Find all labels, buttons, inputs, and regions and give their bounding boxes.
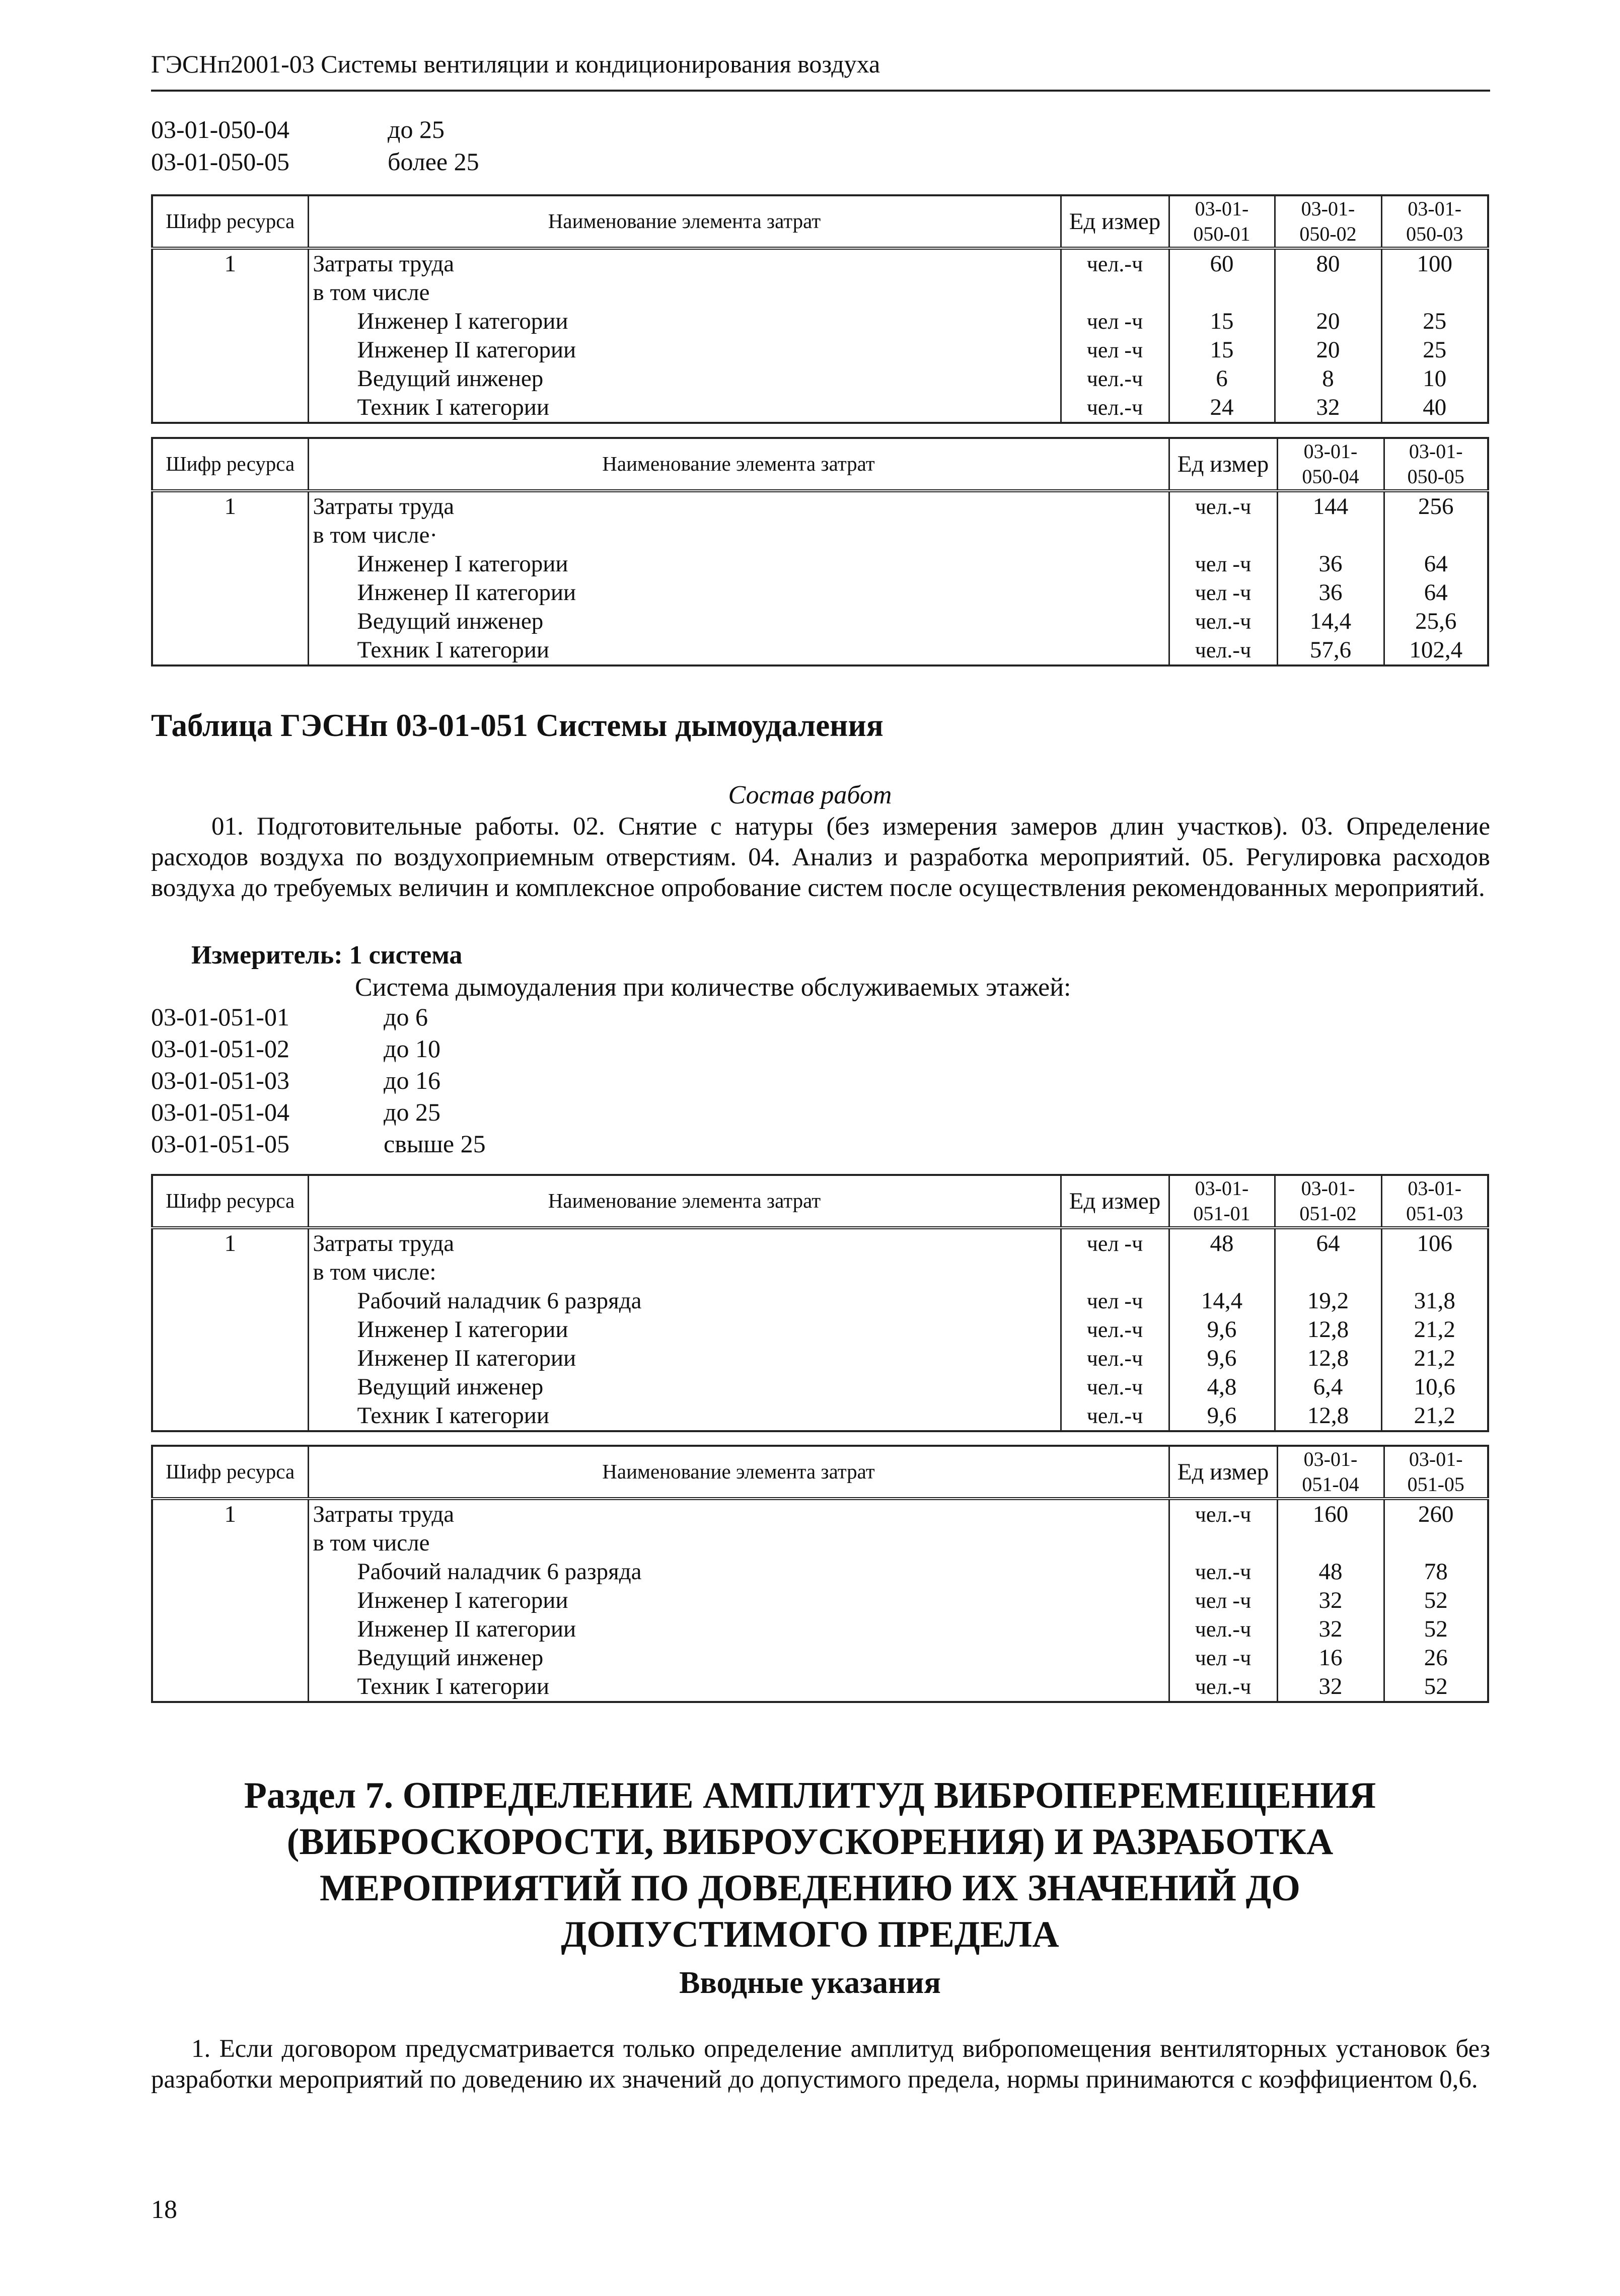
norm-code-part: 03-01- <box>1409 1448 1463 1470</box>
resource-code: 03-01-051-02 <box>151 1034 289 1063</box>
value-cell: 80 <box>1275 248 1381 278</box>
resource-code-cell <box>152 307 308 336</box>
value-cell: 40 <box>1381 393 1488 423</box>
norm-code-part: 03-01- <box>1195 1177 1249 1200</box>
resource-code-cell <box>152 521 308 550</box>
unit-cell: чел.-ч <box>1061 1401 1169 1431</box>
cost-element-name: Ведущий инженер <box>308 364 1061 393</box>
norm-code-part: 051-03 <box>1406 1202 1463 1225</box>
table-row <box>152 1373 1488 1401</box>
header-rule <box>151 90 1490 92</box>
value-cell: 32 <box>1275 393 1381 423</box>
value-cell: 26 <box>1384 1644 1488 1672</box>
value-cell: 32 <box>1277 1586 1384 1615</box>
unit-cell: чел.-ч <box>1061 393 1169 423</box>
table-header-row <box>152 1175 1488 1228</box>
resource-code-cell <box>152 607 308 636</box>
cost-element-name: Ведущий инженер <box>308 607 1169 636</box>
section-title-line: МЕРОПРИЯТИЙ ПО ДОВЕДЕНИЮ ИХ ЗНАЧЕНИЙ ДО <box>320 1868 1300 1909</box>
unit-cell: чел.-ч <box>1061 1315 1169 1344</box>
resource-code-cell: 1 <box>152 491 308 521</box>
code-description: до 25 <box>384 1098 440 1126</box>
value-cell: 52 <box>1384 1672 1488 1702</box>
value-cell: 57,6 <box>1277 636 1384 665</box>
table-row <box>152 364 1488 393</box>
value-cell <box>1169 278 1275 307</box>
value-cell: 100 <box>1381 248 1488 278</box>
value-cell: 6 <box>1169 364 1275 393</box>
value-cell: 36 <box>1277 578 1384 607</box>
column-header-resource-code: Шифр ресурса <box>152 438 308 491</box>
norm-code-part: 050-02 <box>1299 223 1357 245</box>
norm-code-part: 03-01- <box>1408 197 1462 220</box>
resource-code: 03-01-051-01 <box>151 1003 289 1031</box>
cost-element-name: в том числе <box>308 1529 1169 1558</box>
resource-code-cell <box>152 1258 308 1287</box>
table-row <box>152 393 1488 423</box>
table-row <box>152 521 1488 550</box>
norm-code-part: 03-01- <box>1303 1448 1358 1470</box>
column-header-cost-element: Наименование элемента затрат <box>308 438 1169 491</box>
value-cell <box>1381 278 1488 307</box>
value-cell <box>1169 1258 1275 1287</box>
unit-cell <box>1061 278 1169 307</box>
value-cell: 4,8 <box>1169 1373 1275 1401</box>
table-row <box>152 636 1488 665</box>
cost-element-name: Затраты труда <box>308 1228 1061 1258</box>
column-header-norm-code <box>1275 195 1381 248</box>
norm-code-part: 03-01- <box>1301 1177 1355 1200</box>
value-cell: 36 <box>1277 550 1384 578</box>
value-cell <box>1275 1258 1381 1287</box>
resource-code: 03-01-051-03 <box>151 1066 289 1094</box>
table-row <box>152 1344 1488 1373</box>
unit-cell: чел.-ч <box>1169 1558 1277 1586</box>
cost-element-name: Затраты труда <box>308 491 1169 521</box>
table-row <box>152 1672 1488 1702</box>
value-cell <box>1384 521 1488 550</box>
code-description: до 16 <box>384 1066 440 1094</box>
table-row <box>152 1529 1488 1558</box>
table-row <box>152 550 1488 578</box>
resource-code-cell <box>152 636 308 665</box>
value-cell: 48 <box>1169 1228 1275 1258</box>
table-051-01-03 <box>151 1174 1489 1432</box>
resource-code-cell <box>152 1558 308 1586</box>
unit-cell: чел -ч <box>1169 578 1277 607</box>
value-cell: 14,4 <box>1277 607 1384 636</box>
value-cell: 20 <box>1275 336 1381 364</box>
resource-code-cell <box>152 550 308 578</box>
norm-code-part: 03-01- <box>1301 197 1355 220</box>
column-header-cost-element: Наименование элемента затрат <box>308 1446 1169 1499</box>
column-header-resource-code: Шифр ресурса <box>152 1446 308 1499</box>
table-row <box>152 607 1488 636</box>
code-description: более 25 <box>388 147 479 176</box>
resource-code-cell <box>152 1315 308 1344</box>
cost-element-name: Техник I категории <box>308 1672 1169 1702</box>
cost-element-name: Инженер I категории <box>308 307 1061 336</box>
measure-unit: Измеритель: 1 система <box>191 941 463 970</box>
unit-cell: чел -ч <box>1061 336 1169 364</box>
value-cell <box>1277 521 1384 550</box>
table-050-01-03 <box>151 194 1489 424</box>
table-row <box>152 336 1488 364</box>
value-cell: 64 <box>1275 1228 1381 1258</box>
value-cell <box>1381 1258 1488 1287</box>
unit-cell: чел.-ч <box>1169 491 1277 521</box>
resource-code-cell <box>152 1344 308 1373</box>
table-050-04-05 <box>151 437 1489 666</box>
unit-cell: чел.-ч <box>1169 607 1277 636</box>
value-cell: 8 <box>1275 364 1381 393</box>
norm-code-part: 051-05 <box>1407 1473 1464 1496</box>
value-cell: 64 <box>1384 578 1488 607</box>
page-header: ГЭСНп2001-03 Системы вентиляции и кондиционирования воздуха <box>151 50 880 78</box>
unit-cell: чел.-ч <box>1061 1373 1169 1401</box>
value-cell: 31,8 <box>1381 1287 1488 1315</box>
resource-code-cell <box>152 1672 308 1702</box>
table-row <box>152 1499 1488 1529</box>
resource-code-cell <box>152 1401 308 1431</box>
resource-code: 03-01-050-05 <box>151 147 289 176</box>
code-description: до 10 <box>384 1034 440 1063</box>
value-cell: 20 <box>1275 307 1381 336</box>
unit-cell: чел.-ч <box>1169 1499 1277 1529</box>
cost-element-name: Инженер I категории <box>308 550 1169 578</box>
value-cell: 10 <box>1381 364 1488 393</box>
table-row <box>152 248 1488 278</box>
unit-cell <box>1169 1529 1277 1558</box>
column-header-unit: Ед измер <box>1061 195 1169 248</box>
column-header-norm-code <box>1381 1175 1488 1228</box>
table-row <box>152 1401 1488 1431</box>
resource-code-cell <box>152 578 308 607</box>
cost-element-name: Ведущий инженер <box>308 1644 1169 1672</box>
cost-element-name: Инженер II категории <box>308 1344 1061 1373</box>
code-description: до 25 <box>388 115 445 143</box>
cost-element-name: Техник I категории <box>308 636 1169 665</box>
value-cell: 15 <box>1169 336 1275 364</box>
value-cell: 21,2 <box>1381 1344 1488 1373</box>
cost-element-name: Инженер II категории <box>308 336 1061 364</box>
section-title-line: Раздел 7. ОПРЕДЕЛЕНИЕ АМПЛИТУД ВИБРОПЕРЕМЕЩЕНИЯ <box>244 1775 1376 1816</box>
value-cell: 106 <box>1381 1228 1488 1258</box>
cost-element-name: Затраты труда <box>308 248 1061 278</box>
unit-cell: чел -ч <box>1169 1586 1277 1615</box>
cost-element-name: Рабочий наладчик 6 разряда <box>308 1558 1169 1586</box>
table-row <box>152 1644 1488 1672</box>
resource-code-cell <box>152 278 308 307</box>
value-cell: 256 <box>1384 491 1488 521</box>
value-cell: 102,4 <box>1384 636 1488 665</box>
unit-cell <box>1169 521 1277 550</box>
table-header-row <box>152 438 1488 491</box>
value-cell <box>1275 278 1381 307</box>
cost-element-name: Инженер I категории <box>308 1315 1061 1344</box>
page-number: 18 <box>151 2195 177 2224</box>
column-header-cost-element: Наименование элемента затрат <box>308 1175 1061 1228</box>
norm-code-part: 051-04 <box>1302 1473 1359 1496</box>
table-row <box>152 1558 1488 1586</box>
column-header-norm-code <box>1384 1446 1488 1499</box>
value-cell: 48 <box>1277 1558 1384 1586</box>
column-header-norm-code <box>1275 1175 1381 1228</box>
value-cell: 144 <box>1277 491 1384 521</box>
value-cell: 52 <box>1384 1615 1488 1644</box>
table-row <box>152 578 1488 607</box>
table-row <box>152 491 1488 521</box>
value-cell: 9,6 <box>1169 1315 1275 1344</box>
value-cell: 25 <box>1381 336 1488 364</box>
value-cell: 32 <box>1277 1615 1384 1644</box>
value-cell: 12,8 <box>1275 1344 1381 1373</box>
resource-code: 03-01-050-04 <box>151 115 289 143</box>
cost-element-name: в том числе: <box>308 1258 1061 1287</box>
value-cell: 60 <box>1169 248 1275 278</box>
value-cell: 52 <box>1384 1586 1488 1615</box>
work-composition-text: 01. Подготовительные работы. 02. Снятие с натуры (без измерения замеров длин участков). 03. Определение расходов воздуха по воздухоприемным отверстиям. 04. Анализ и разработка мероприятий. 05. Регулировка расходов воздуха до требуемых величин и комплексное опробование систем после осуществления рекомендованных мероприятий. <box>151 812 1490 902</box>
norm-code-part: 050-05 <box>1407 465 1464 488</box>
system-description: Система дымоудаления при количестве обслуживаемых этажей: <box>355 973 1071 1002</box>
table-row <box>152 1287 1488 1315</box>
value-cell: 25 <box>1381 307 1488 336</box>
norm-code-part: 03-01- <box>1195 197 1249 220</box>
value-cell: 160 <box>1277 1499 1384 1529</box>
table-row <box>152 1615 1488 1644</box>
resource-code-cell: 1 <box>152 1499 308 1529</box>
value-cell: 14,4 <box>1169 1287 1275 1315</box>
value-cell: 9,6 <box>1169 1344 1275 1373</box>
code-description: свыше 25 <box>384 1130 486 1158</box>
unit-cell: чел -ч <box>1061 1228 1169 1258</box>
cost-element-name: Техник I категории <box>308 1401 1061 1431</box>
table-header-row <box>152 195 1488 248</box>
value-cell: 9,6 <box>1169 1401 1275 1431</box>
resource-code-cell <box>152 1644 308 1672</box>
norm-code-part: 050-04 <box>1302 465 1359 488</box>
norm-code-part: 03-01- <box>1409 440 1463 463</box>
value-cell: 21,2 <box>1381 1401 1488 1431</box>
unit-cell: чел.-ч <box>1061 248 1169 278</box>
resource-code-cell <box>152 336 308 364</box>
column-header-unit: Ед измер <box>1169 438 1277 491</box>
value-cell: 19,2 <box>1275 1287 1381 1315</box>
unit-cell: чел -ч <box>1061 1287 1169 1315</box>
unit-cell: чел -ч <box>1061 307 1169 336</box>
column-header-norm-code <box>1277 438 1384 491</box>
resource-code-cell <box>152 1586 308 1615</box>
intro-title: Вводные указания <box>679 1966 941 2000</box>
value-cell: 6,4 <box>1275 1373 1381 1401</box>
table-row <box>152 278 1488 307</box>
column-header-unit: Ед измер <box>1061 1175 1169 1228</box>
column-header-cost-element: Наименование элемента затрат <box>308 195 1061 248</box>
cost-element-name: Техник I категории <box>308 393 1061 423</box>
column-header-norm-code <box>1169 1175 1275 1228</box>
cost-element-name: Ведущий инженер <box>308 1373 1061 1401</box>
resource-code-cell <box>152 1529 308 1558</box>
cost-element-name: Затраты труда <box>308 1499 1169 1529</box>
value-cell <box>1277 1529 1384 1558</box>
norm-code-part: 051-02 <box>1299 1202 1357 1225</box>
table-row <box>152 1586 1488 1615</box>
work-composition-title: Состав работ <box>728 781 892 809</box>
resource-code-cell: 1 <box>152 1228 308 1258</box>
value-cell: 16 <box>1277 1644 1384 1672</box>
unit-cell: чел.-ч <box>1061 1344 1169 1373</box>
column-header-norm-code <box>1277 1446 1384 1499</box>
resource-code-cell <box>152 1373 308 1401</box>
value-cell: 21,2 <box>1381 1315 1488 1344</box>
table-row <box>152 307 1488 336</box>
table-row <box>152 1228 1488 1258</box>
value-cell: 32 <box>1277 1672 1384 1702</box>
column-header-resource-code: Шифр ресурса <box>152 1175 308 1228</box>
resource-code: 03-01-051-04 <box>151 1098 289 1126</box>
table-051-04-05 <box>151 1445 1489 1703</box>
cost-element-name: Инженер II категории <box>308 578 1169 607</box>
value-cell: 64 <box>1384 550 1488 578</box>
value-cell: 15 <box>1169 307 1275 336</box>
norm-code-part: 050-03 <box>1406 223 1463 245</box>
value-cell: 78 <box>1384 1558 1488 1586</box>
resource-code-cell: 1 <box>152 248 308 278</box>
intro-text: 1. Если договором предусматривается только определение амплитуд вибропомещения вентиляторных установок без разработки мероприятий по доведению их значений до допустимого предела, нормы принимаются с коэффициентом 0,6. <box>151 2035 1490 2094</box>
cost-element-name: в том числе <box>308 278 1061 307</box>
norm-code-part: 051-01 <box>1193 1202 1250 1225</box>
value-cell: 25,6 <box>1384 607 1488 636</box>
value-cell: 24 <box>1169 393 1275 423</box>
cost-element-name: Инженер I категории <box>308 1586 1169 1615</box>
unit-cell: чел.-ч <box>1169 1672 1277 1702</box>
norm-code-part: 03-01- <box>1408 1177 1462 1200</box>
value-cell: 12,8 <box>1275 1401 1381 1431</box>
unit-cell: чел -ч <box>1169 1644 1277 1672</box>
resource-code-cell <box>152 1615 308 1644</box>
cost-element-name: в том числе· <box>308 521 1169 550</box>
cost-element-name: Рабочий наладчик 6 разряда <box>308 1287 1061 1315</box>
unit-cell: чел -ч <box>1169 550 1277 578</box>
value-cell <box>1384 1529 1488 1558</box>
unit-cell: чел.-ч <box>1169 1615 1277 1644</box>
table-051-title: Таблица ГЭСНп 03-01-051 Системы дымоудаления <box>151 708 883 743</box>
value-cell: 10,6 <box>1381 1373 1488 1401</box>
code-description: до 6 <box>384 1003 428 1031</box>
resource-code-cell <box>152 364 308 393</box>
norm-code-part: 050-01 <box>1193 223 1250 245</box>
value-cell: 12,8 <box>1275 1315 1381 1344</box>
column-header-norm-code <box>1381 195 1488 248</box>
norm-code-part: 03-01- <box>1303 440 1358 463</box>
column-header-unit: Ед измер <box>1169 1446 1277 1499</box>
cost-element-name: Инженер II категории <box>308 1615 1169 1644</box>
table-row <box>152 1315 1488 1344</box>
unit-cell: чел.-ч <box>1169 636 1277 665</box>
resource-code-cell <box>152 393 308 423</box>
resource-code-cell <box>152 1287 308 1315</box>
resource-code: 03-01-051-05 <box>151 1130 289 1158</box>
section-title-line: ДОПУСТИМОГО ПРЕДЕЛА <box>561 1914 1059 1955</box>
unit-cell <box>1061 1258 1169 1287</box>
table-row <box>152 1258 1488 1287</box>
table-header-row <box>152 1446 1488 1499</box>
column-header-norm-code <box>1384 438 1488 491</box>
value-cell: 260 <box>1384 1499 1488 1529</box>
section-title-line: (ВИБРОСКОРОСТИ, ВИБРОУСКОРЕНИЯ) И РАЗРАБОТКА <box>286 1821 1334 1863</box>
column-header-resource-code: Шифр ресурса <box>152 195 308 248</box>
unit-cell: чел.-ч <box>1061 364 1169 393</box>
column-header-norm-code <box>1169 195 1275 248</box>
